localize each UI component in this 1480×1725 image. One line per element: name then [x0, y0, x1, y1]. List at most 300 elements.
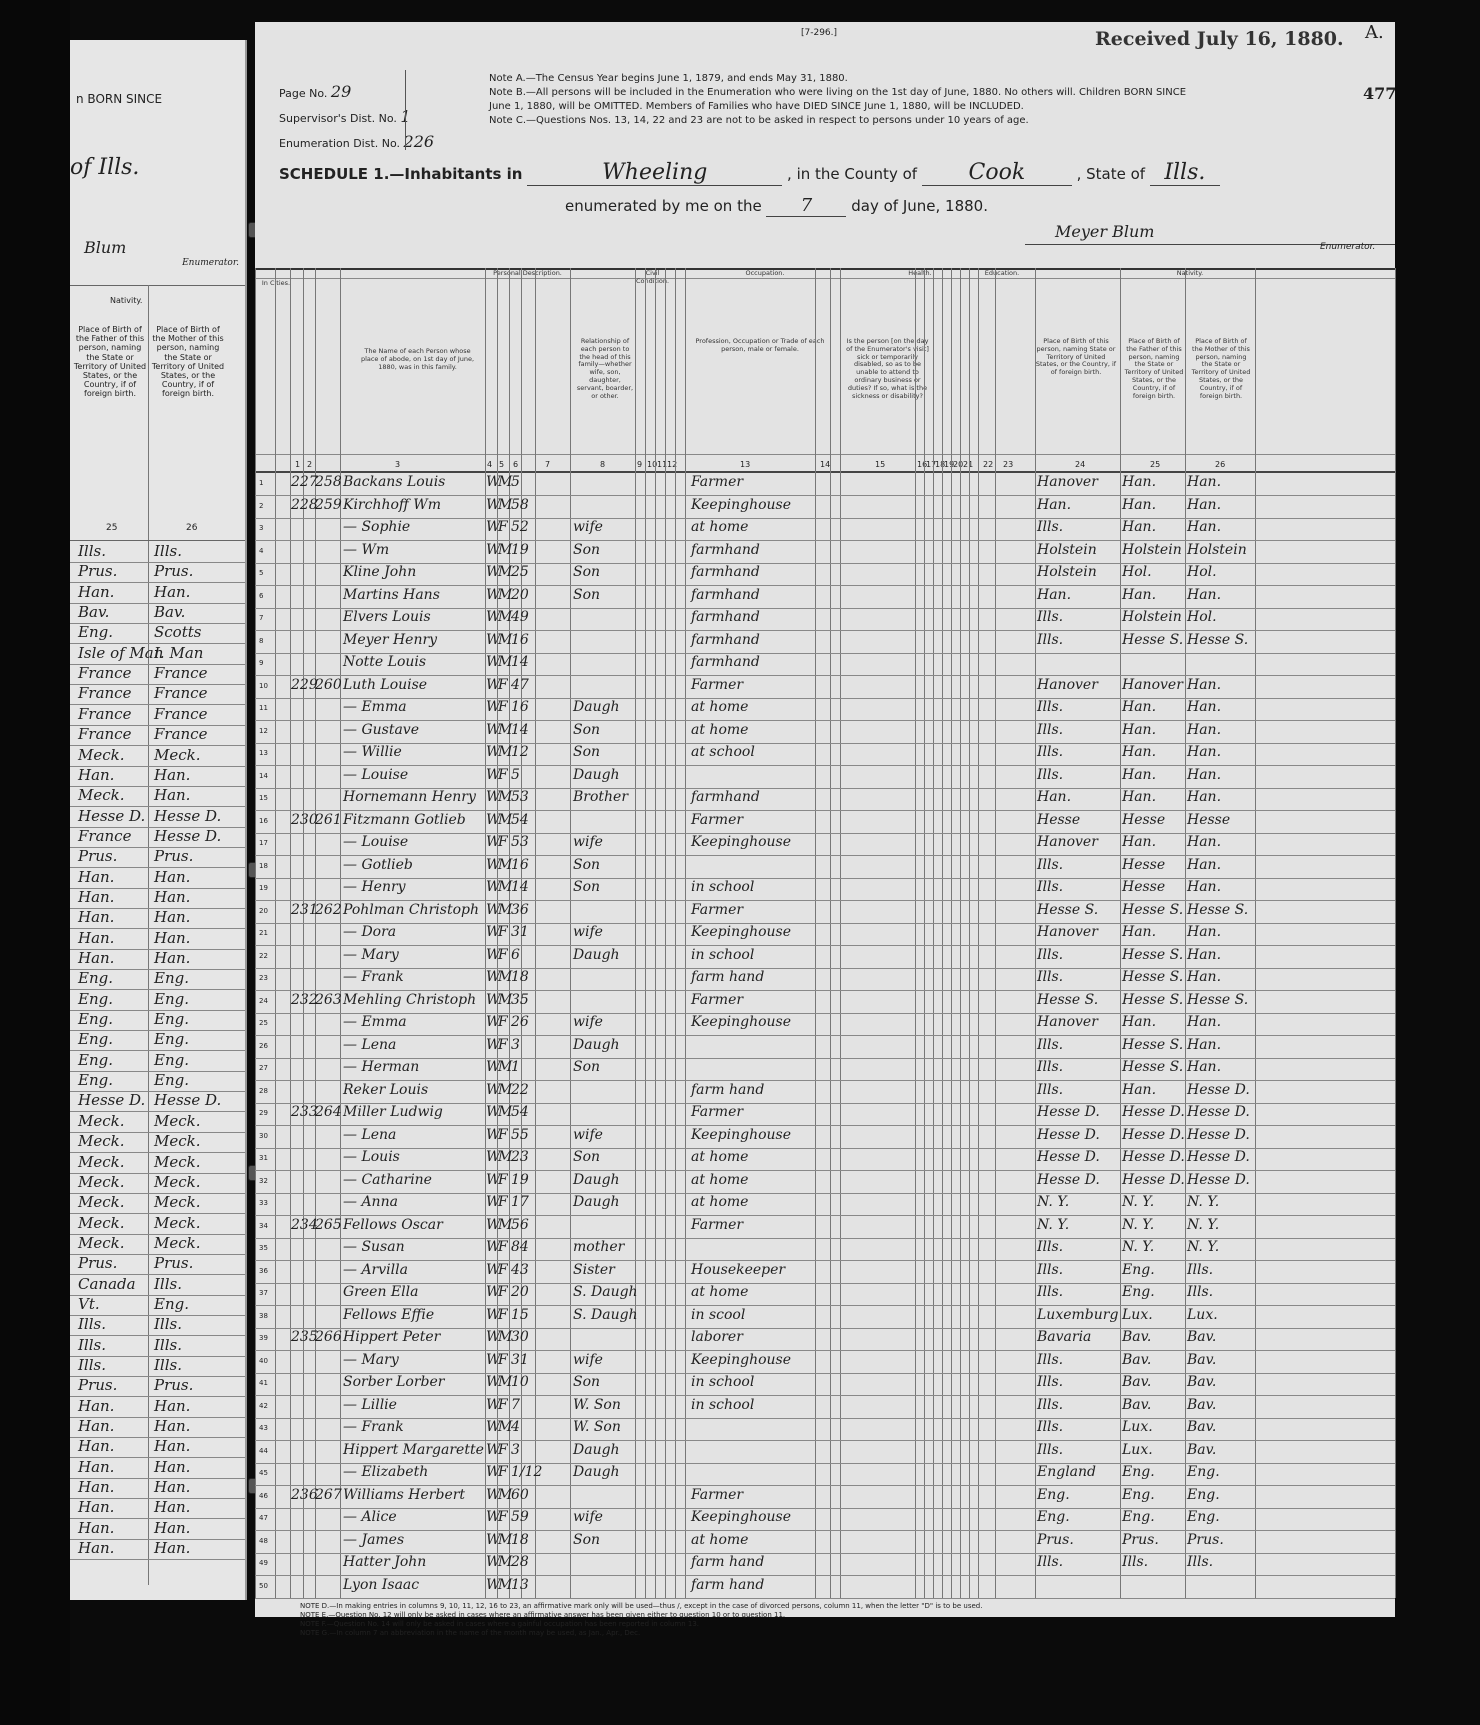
person-name-cell: — Wm	[343, 541, 390, 558]
color-cell: W	[486, 901, 501, 918]
sex-cell: M	[498, 1329, 513, 1345]
birthplace-cell: Hanover	[1037, 474, 1098, 490]
color-cell: W	[486, 496, 501, 513]
mother-birthplace-cell: Ills.	[154, 1335, 182, 1354]
father-birthplace-cell: Han.	[1122, 1014, 1157, 1030]
table-row	[255, 1193, 1395, 1213]
sex-cell: F	[498, 699, 508, 715]
mother-birthplace-cell: Ills.	[1187, 1284, 1214, 1300]
relationship-cell: Sister	[573, 1261, 615, 1278]
birthplace-cell: Holstein	[1037, 564, 1097, 580]
mother-birthplace-cell: Ills.	[1187, 1261, 1214, 1278]
census-table	[255, 268, 1395, 1598]
relationship-cell: W. Son	[573, 1396, 621, 1413]
name-column-heading: The Name of each Person whose place of abode, on 1st day of June, 1880, was in this family.	[360, 347, 475, 371]
birthplace-cell: Hanover	[1037, 1014, 1098, 1030]
age-cell: 10	[511, 1374, 529, 1390]
family-number-cell: 264	[315, 1104, 342, 1120]
mother-birthplace-cell: Han.	[154, 949, 191, 967]
column-number: 21	[963, 460, 974, 469]
dwelling-number-cell: 231	[291, 901, 318, 918]
mother-birthplace-cell: Han.	[154, 582, 191, 601]
occupation-cell: farm hand	[691, 1576, 765, 1593]
mother-birthplace-cell: Holstein	[1187, 541, 1247, 558]
sex-cell: F	[498, 1306, 508, 1323]
mother-birthplace-cell: Han.	[154, 867, 191, 886]
mother-birthplace-cell: France	[154, 684, 208, 703]
relationship-cell: Son	[573, 1374, 601, 1390]
mother-birthplace-cell: Hesse D.	[1187, 1149, 1250, 1165]
color-cell: W	[486, 1441, 501, 1458]
color-cell: W	[486, 1239, 501, 1255]
sex-cell: F	[498, 1396, 508, 1413]
dwelling-number-cell: 227	[291, 474, 318, 490]
mother-birthplace-cell: Han.	[1187, 879, 1222, 895]
color-cell: W	[486, 1014, 501, 1030]
person-name-cell: Notte Louis	[343, 654, 427, 670]
birthplace-cell: Hesse S.	[1037, 901, 1099, 918]
color-cell: W	[486, 1126, 501, 1143]
occupation-cell: farmhand	[691, 564, 760, 580]
line-number-cell: 18	[259, 861, 268, 870]
left-table-row	[70, 1132, 245, 1153]
father-birthplace-cell: Meck.	[78, 1111, 125, 1130]
left-page-enumerator-label: Enumerator.	[182, 258, 239, 268]
column-number: 16	[917, 460, 928, 469]
father-birthplace-cell: Meck.	[78, 1152, 125, 1171]
left-table-row	[70, 623, 245, 644]
father-birthplace-cell: Bav.	[1122, 1351, 1152, 1368]
color-cell: W	[486, 1081, 501, 1098]
father-birthplace-cell: N. Y.	[1122, 1239, 1155, 1255]
sex-cell: F	[498, 1171, 508, 1188]
mother-birthplace-cell: Prus.	[154, 562, 194, 581]
father-birthplace-cell: Meck.	[78, 1172, 125, 1191]
mother-birthplace-cell: Hesse D.	[154, 806, 222, 825]
occupation-cell: Keepinghouse	[691, 1014, 792, 1030]
color-cell: W	[486, 879, 501, 895]
birthplace-cell: Hanover	[1037, 924, 1098, 940]
age-cell: 25	[511, 564, 529, 580]
mother-birthplace-cell: Bav.	[1187, 1329, 1217, 1345]
stamped-page-number: 477	[1363, 84, 1397, 103]
birthplace-cell: Holstein	[1037, 541, 1097, 558]
line-number-cell: 10	[259, 681, 268, 690]
occupation-cell: in school	[691, 946, 755, 963]
color-cell: W	[486, 1351, 501, 1368]
age-cell: 35	[511, 991, 529, 1008]
table-row	[255, 1283, 1395, 1303]
column-number: 10	[647, 460, 658, 469]
color-cell: W	[486, 789, 501, 805]
occupation-cell: Keepinghouse	[691, 496, 792, 513]
mother-birthplace-cell: Eng.	[1187, 1486, 1220, 1503]
person-name-cell: Lyon Isaac	[343, 1576, 420, 1593]
person-name-cell: — Sophie	[343, 519, 411, 535]
person-name-cell: — Lena	[343, 1036, 397, 1053]
family-number-cell: 261	[315, 811, 342, 828]
left-table-row	[70, 705, 245, 726]
mother-birthplace-cell: Eng.	[154, 1030, 189, 1049]
line-number-cell: 43	[259, 1424, 268, 1432]
occupation-cell: Keepinghouse	[691, 1126, 792, 1143]
father-birthplace-cell: Hesse D.	[78, 1091, 146, 1110]
line-number-cell: 22	[259, 951, 268, 960]
birthplace-cell: Ills.	[1037, 1419, 1064, 1435]
col25-heading: Place of Birth of the Father of this person, naming the State or Territory of United States, or the Country, if of foreign birth.	[1124, 337, 1184, 400]
sex-cell: M	[498, 901, 513, 918]
person-name-cell: — Lena	[343, 1126, 397, 1143]
table-row	[255, 676, 1395, 696]
father-birthplace-cell: Hesse S.	[1122, 991, 1184, 1008]
color-cell: W	[486, 1509, 501, 1525]
relationship-cell: wife	[573, 1126, 603, 1143]
birthplace-cell: Hesse D.	[1037, 1149, 1100, 1165]
occupation-cell: Farmer	[691, 1216, 744, 1233]
relationship-cell: Daugh	[573, 1194, 620, 1210]
person-name-cell: — Mary	[343, 1351, 399, 1368]
mother-birthplace-cell: Han.	[154, 786, 191, 805]
mother-birthplace-cell: Eng.	[154, 1010, 189, 1029]
left-nativity-label: Nativity.	[110, 296, 143, 305]
occupation-cell: Farmer	[691, 991, 744, 1008]
mother-birthplace-cell: Ills.	[154, 1356, 182, 1374]
mother-birthplace-cell: Han.	[1187, 969, 1222, 985]
table-row	[255, 653, 1395, 673]
mother-birthplace-cell: Han.	[154, 1498, 191, 1517]
mother-birthplace-cell: Han.	[154, 765, 191, 784]
left-page-header: n BORN SINCE	[76, 92, 163, 106]
occupation-cell: Housekeeper	[691, 1261, 786, 1278]
left-table-row	[70, 929, 245, 950]
left-table-row	[70, 807, 245, 828]
birthplace-cell: Ills.	[1037, 766, 1064, 783]
age-cell: 17	[511, 1194, 529, 1210]
father-birthplace-cell: Han.	[78, 949, 115, 967]
birthplace-cell: Bavaria	[1037, 1329, 1092, 1345]
color-cell: W	[486, 519, 501, 535]
column-number: 22	[983, 460, 994, 469]
left-table-row	[70, 1356, 245, 1377]
father-birthplace-cell: Prus.	[78, 1254, 118, 1273]
family-number-cell: 258	[315, 474, 342, 490]
table-row	[255, 1418, 1395, 1438]
age-cell: 13	[511, 1576, 529, 1593]
color-cell: W	[486, 1284, 501, 1300]
age-cell: 47	[511, 676, 529, 693]
sex-cell: M	[498, 811, 513, 828]
left-table-row	[70, 1478, 245, 1499]
father-birthplace-cell: Isle of Man	[78, 643, 164, 662]
age-cell: 53	[511, 789, 529, 805]
mother-birthplace-cell: Eng.	[1187, 1464, 1220, 1480]
table-row	[255, 788, 1395, 808]
father-birthplace-cell: Han.	[78, 582, 115, 601]
sex-cell: F	[498, 946, 508, 963]
mother-birthplace-cell: Bav.	[1187, 1419, 1217, 1435]
person-name-cell: Pohlman Christoph	[343, 901, 479, 918]
color-cell: W	[486, 1194, 501, 1210]
relationship-cell: wife	[573, 519, 603, 535]
relationship-cell: Daugh	[573, 1464, 620, 1480]
nativity-heading: Nativity.	[1176, 269, 1204, 277]
father-birthplace-cell: Han.	[78, 908, 115, 927]
column-number: 2	[307, 460, 313, 469]
sex-cell: F	[498, 766, 508, 783]
table-row	[255, 1486, 1395, 1506]
line-number-cell: 13	[259, 749, 268, 757]
table-row	[255, 698, 1395, 718]
left-table-row	[70, 1315, 245, 1336]
age-cell: 4	[511, 1419, 520, 1435]
relationship-cell: Daugh	[573, 699, 620, 715]
father-birthplace-cell: Bav.	[1122, 1374, 1152, 1390]
state-field: Ills.	[1150, 160, 1220, 186]
birthplace-cell: Han.	[1037, 586, 1072, 603]
father-birthplace-cell: Han.	[78, 1457, 115, 1476]
color-cell: W	[486, 1306, 501, 1323]
person-name-cell: Sorber Lorber	[343, 1374, 445, 1390]
birthplace-cell: Ills.	[1037, 1396, 1064, 1413]
mother-birthplace-cell: Eng.	[154, 1294, 189, 1313]
birthplace-cell: Ills.	[1037, 519, 1064, 535]
sex-cell: F	[498, 1126, 508, 1143]
sex-cell: F	[498, 1284, 508, 1300]
father-birthplace-cell: Ills.	[1122, 1554, 1149, 1570]
left-table-row	[70, 684, 245, 705]
age-cell: 43	[511, 1261, 529, 1278]
line-number-cell: 29	[259, 1109, 268, 1117]
left-table-row	[70, 1539, 245, 1560]
father-birthplace-cell: Eng.	[78, 1010, 113, 1029]
mother-birthplace-cell: Hesse S.	[1187, 631, 1249, 648]
table-row	[255, 811, 1395, 831]
age-cell: 53	[511, 834, 529, 850]
birthplace-cell: Ills.	[1037, 1261, 1064, 1278]
father-birthplace-cell: Han.	[78, 1417, 115, 1436]
county-field: Cook	[922, 160, 1072, 186]
mother-birthplace-cell: N. Y.	[1187, 1216, 1220, 1233]
person-name-cell: — Gustave	[343, 721, 420, 738]
birthplace-cell: Hanover	[1037, 834, 1098, 850]
age-cell: 16	[511, 631, 529, 648]
footnotes: NOTE D.—In making entries in columns 9, 10, 11, 12, 16 to 23, an affirmative mark only will be used—thus /, except in the case of divorced persons, column 11, when the letter "D" is to be used. NOTE E.—Question No. 12 will only be asked in cases where an affirmative answer has been given either to question 10 or to question 11. NOTE F.—Question No. 14 will only be asked in cases where a gainful occupation has been reported in column 13. NOTE G.—In column 7 an abbreviation in the name of the month may be used, as Jan., Apr., Dec.	[300, 1602, 983, 1637]
mother-birthplace-cell: France	[154, 704, 208, 723]
left-table-row	[70, 1275, 245, 1296]
left-table-row	[70, 1336, 245, 1357]
color-cell: W	[486, 744, 501, 760]
table-row	[255, 608, 1395, 628]
mother-birthplace-cell: Bav.	[1187, 1396, 1217, 1413]
mother-birthplace-cell: Hol.	[1187, 564, 1217, 580]
table-row	[255, 1396, 1395, 1416]
birthplace-cell: Ills.	[1037, 1554, 1064, 1570]
mother-birthplace-cell: Han.	[154, 1478, 191, 1497]
relationship-cell: Son	[573, 879, 601, 895]
table-row	[255, 1238, 1395, 1258]
line-number-cell: 6	[259, 591, 264, 600]
father-birthplace-cell: Han.	[78, 928, 115, 947]
birthplace-cell: Ills.	[1037, 1036, 1064, 1053]
line-number-cell: 46	[259, 1491, 268, 1500]
occupation-cell: Farmer	[691, 901, 744, 918]
table-row	[255, 878, 1395, 898]
birthplace-cell: Ills.	[1037, 609, 1064, 625]
dwelling-number-cell: 229	[291, 676, 318, 693]
color-cell: W	[486, 586, 501, 603]
person-name-cell: Green Ella	[343, 1284, 419, 1300]
mother-birthplace-cell: Han.	[1187, 789, 1222, 805]
line-number-cell: 11	[259, 704, 268, 712]
color-cell: W	[486, 1149, 501, 1165]
mother-birthplace-cell: Han.	[154, 1417, 191, 1436]
left-table-row	[70, 1397, 245, 1418]
occupation-cell: farm hand	[691, 1554, 765, 1570]
person-name-cell: — Alice	[343, 1509, 397, 1525]
age-cell: 16	[511, 856, 529, 873]
left-table-row	[70, 1295, 245, 1316]
father-birthplace-cell: Bav.	[1122, 1396, 1152, 1413]
line-number-cell: 2	[259, 501, 264, 510]
received-stamp: Received July 16, 1880.	[1095, 28, 1344, 50]
in-cities-heading: In Cities.	[261, 279, 291, 287]
mother-birthplace-cell: Han.	[1187, 946, 1222, 963]
person-name-cell: — Mary	[343, 946, 399, 963]
line-number-cell: 21	[259, 929, 268, 937]
left-table-row	[70, 969, 245, 990]
left-table-row	[70, 1173, 245, 1194]
sickness-heading: Is the person [on the day of the Enumerator's visit] sick or temporarily disabled, so as to be unable to attend to ordinary business or duties? If so, what is the sickness or disability?	[846, 337, 929, 400]
occupation-cell: at home	[691, 1531, 749, 1548]
column-number: 19	[944, 460, 955, 469]
sex-cell: M	[498, 789, 513, 805]
color-cell: W	[486, 1374, 501, 1390]
age-cell: 31	[511, 924, 529, 940]
mother-birthplace-cell: Han.	[154, 1437, 191, 1456]
column-number: 23	[1003, 460, 1014, 469]
relationship-cell: wife	[573, 1014, 603, 1030]
left-table-row	[70, 908, 245, 929]
mother-birthplace-cell: Han.	[1187, 474, 1222, 490]
age-cell: 5	[511, 766, 520, 783]
color-cell: W	[486, 721, 501, 738]
person-name-cell: — Elizabeth	[343, 1464, 429, 1480]
left-table-row	[70, 1458, 245, 1479]
mother-birthplace-cell: Meck.	[154, 1172, 201, 1191]
left-page-enumerator-fragment: Blum	[84, 238, 127, 257]
color-cell: W	[486, 1059, 501, 1075]
left-table-row	[70, 1030, 245, 1051]
left-table-row	[70, 1498, 245, 1519]
birthplace-cell: Hesse	[1037, 811, 1081, 828]
sex-cell: F	[498, 676, 508, 693]
occupation-cell: farmhand	[691, 609, 760, 625]
family-number-cell: 267	[315, 1486, 342, 1503]
color-cell: W	[486, 1554, 501, 1570]
line-number-cell: 28	[259, 1086, 268, 1095]
birthplace-cell: Ills.	[1037, 1081, 1064, 1098]
father-birthplace-cell: Han.	[78, 1498, 115, 1517]
birthplace-cell: Ills.	[1037, 721, 1064, 738]
sex-cell: M	[498, 1374, 513, 1390]
person-name-cell: Reker Louis	[343, 1081, 429, 1098]
person-name-cell: — Louis	[343, 1149, 400, 1165]
father-birthplace-cell: Han.	[1122, 586, 1157, 603]
mother-birthplace-cell: Bav.	[1187, 1441, 1217, 1458]
civil-heading: Civil Condition.	[635, 269, 670, 285]
mother-birthplace-cell: Hesse D.	[1187, 1126, 1250, 1143]
mother-birthplace-cell: Han.	[154, 887, 191, 906]
color-cell: W	[486, 1576, 501, 1593]
table-row	[255, 1103, 1395, 1123]
sex-cell: M	[498, 586, 513, 603]
person-name-cell: Elvers Louis	[343, 609, 431, 625]
col24-heading: Place of Birth of this person, naming State or Territory of United States, or the Country, if of foreign birth.	[1035, 337, 1117, 377]
occupation-cell: farm hand	[691, 1081, 765, 1098]
sex-cell: F	[498, 1464, 508, 1480]
relationship-cell: Daugh	[573, 1036, 620, 1053]
mother-birthplace-cell: Han.	[1187, 519, 1222, 535]
occupation-cell: in school	[691, 1396, 755, 1413]
sex-cell: M	[498, 1216, 513, 1233]
color-cell: W	[486, 631, 501, 648]
table-row	[255, 833, 1395, 853]
color-cell: W	[486, 1486, 501, 1503]
occupation-cell: farm hand	[691, 969, 765, 985]
left-table-row	[70, 1071, 245, 1092]
dwelling-number-cell: 228	[291, 496, 318, 513]
col26-heading: Place of Birth of the Mother of this person, naming the State or Territory of United States, or the Country, if of foreign birth.	[1191, 337, 1251, 400]
birthplace-cell: Luxemburg	[1037, 1306, 1119, 1323]
age-cell: 19	[511, 1171, 529, 1188]
column-number: 1	[295, 460, 301, 469]
father-birthplace-cell: Prus.	[78, 847, 118, 866]
column-number: 7	[545, 460, 551, 469]
table-row	[255, 968, 1395, 988]
line-number-cell: 36	[259, 1266, 268, 1275]
left-table-row	[70, 583, 245, 604]
enumerator-signature: Meyer Blum	[1055, 222, 1155, 241]
person-name-cell: — Willie	[343, 744, 402, 760]
column-number: 26	[1215, 460, 1226, 469]
mother-birthplace-cell: Hesse S.	[1187, 901, 1249, 918]
occupation-cell: Farmer	[691, 474, 744, 490]
line-number-cell: 38	[259, 1311, 268, 1320]
father-birthplace-cell: Eng.	[1122, 1261, 1155, 1278]
left-col26-number: 26	[186, 523, 198, 533]
person-name-cell: Hatter John	[343, 1554, 427, 1570]
relationship-cell: Son	[573, 1059, 601, 1075]
father-birthplace-cell: Hol.	[1122, 564, 1152, 580]
father-birthplace-cell: Eng.	[78, 969, 113, 988]
table-row	[255, 473, 1395, 493]
color-cell: W	[486, 1531, 501, 1548]
color-cell: W	[486, 834, 501, 850]
line-number-cell: 20	[259, 906, 268, 915]
person-name-cell: Fellows Effie	[343, 1306, 435, 1323]
left-table-row	[70, 725, 245, 746]
birthplace-cell: Ills.	[1037, 1374, 1064, 1390]
table-row	[255, 1553, 1395, 1573]
father-birthplace-cell: Eng.	[1122, 1464, 1155, 1480]
age-cell: 84	[511, 1239, 529, 1255]
line-number-cell: 1	[259, 479, 264, 487]
table-row	[255, 1126, 1395, 1146]
table-row	[255, 1261, 1395, 1281]
sex-cell: F	[498, 1036, 508, 1053]
mother-birthplace-cell: Lux.	[1187, 1306, 1218, 1323]
father-birthplace-cell: Eng.	[78, 1030, 113, 1049]
